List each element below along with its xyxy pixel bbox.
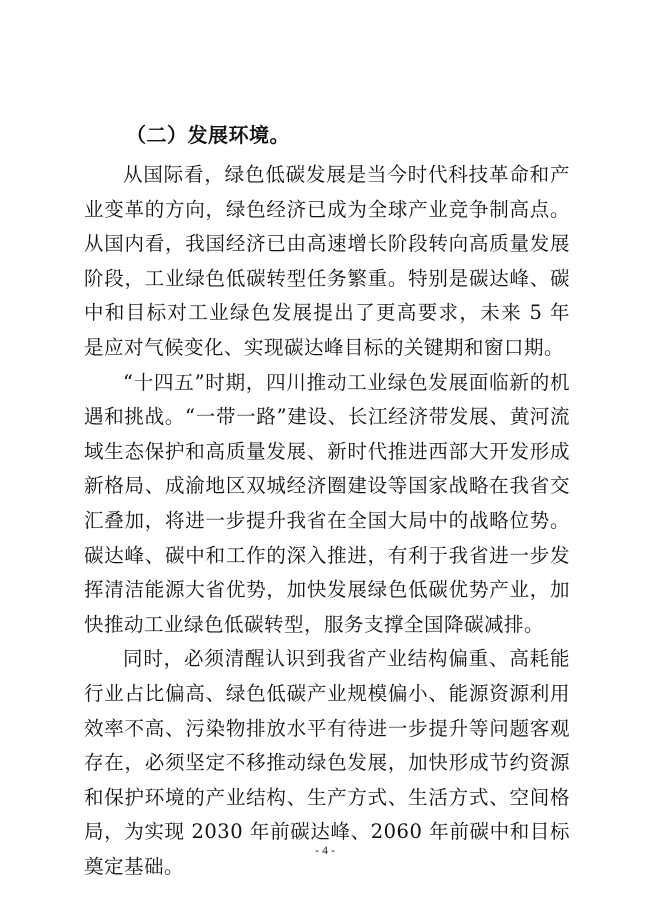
paragraph-opportunities: “十四五”时期，四川推动工业绿色发展面临新的机遇和挑战。“一带一路”建设、长江经济带发展、黄河流域生态保护和高质量发展、新时代推进西部大开发形成新格局、成渝地区双城经济圈建设等国家战略在我省交汇叠加，将进一步提升我省在全国大局中的战略位势。碳达峰、碳中和工作的深入推进，有利于我省进一步发挥清洁能源大省优势，加快发展绿色低碳优势产业，加快推动工业绿色低碳转型，服务支撑全国降碳减排。 (84, 370, 570, 636)
section-heading: （二）发展环境。 (126, 123, 290, 147)
section-body (84, 158, 570, 884)
page-number: - 4 - (315, 843, 335, 857)
paragraph-challenges: 同时，必须清醒认识到我省产业结构偏重、高耗能行业占比偏高、绿色低碳产业规模偏小、能源资源利用效率不高、污染物排放水平有待进一步提升等问题客观存在，必须坚定不移推动绿色发展，加快形成节约资源和保护环境的产业结构、生产方式、生活方式、空间格局，为实现 2030 年前碳达峰、2060 年前碳中和目标奠定基础。 (84, 647, 570, 878)
paragraph-international-domestic: 从国际看，绿色低碳发展是当今时代科技革命和产业变革的方向，绿色经济已成为全球产业竞争制高点。从国内看，我国经济已由高速增长阶段转向高质量发展阶段，工业绿色低碳转型任务繁重。特别是碳达峰、碳中和目标对工业绿色发展提出了更高要求，未来 5 年是应对气候变化、实现碳达峰目标的关键期和窗口期。 (84, 163, 570, 359)
